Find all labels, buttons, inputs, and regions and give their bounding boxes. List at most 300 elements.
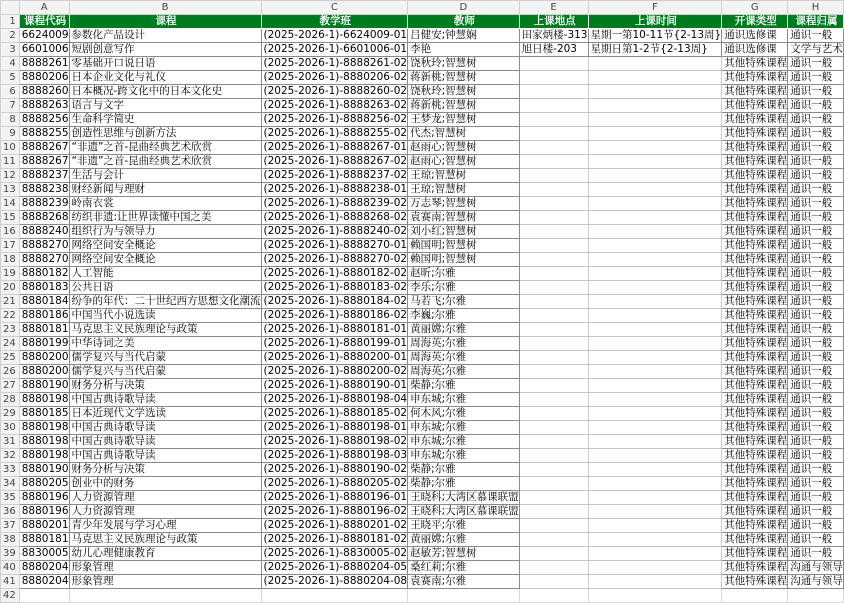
category-cell[interactable]: 通识一般 xyxy=(788,155,844,169)
header-cell-course-code[interactable]: 课程代码 xyxy=(19,15,69,29)
type-cell[interactable]: 其他特殊课程 xyxy=(722,99,788,113)
time-cell[interactable] xyxy=(588,197,722,211)
teacher-cell[interactable]: 赵昕;尔雅 xyxy=(408,267,520,281)
time-cell[interactable] xyxy=(588,337,722,351)
time-cell[interactable] xyxy=(588,141,722,155)
location-cell[interactable] xyxy=(519,211,588,225)
teacher-cell[interactable]: 王晓科;大湾区慕课联盟 xyxy=(408,505,520,519)
time-cell[interactable] xyxy=(588,379,722,393)
time-cell[interactable] xyxy=(588,505,722,519)
category-cell[interactable]: 通识一般 xyxy=(788,29,844,43)
type-cell[interactable]: 其他特殊课程 xyxy=(722,435,788,449)
teacher-cell[interactable]: 饶秋玲;智慧树 xyxy=(408,57,520,71)
course-code-cell[interactable]: 8830005 xyxy=(19,547,69,561)
row-number[interactable]: 29 xyxy=(1,407,20,421)
course-code-cell[interactable]: 8888268 xyxy=(19,211,69,225)
row-number[interactable]: 4 xyxy=(1,57,20,71)
course-code-cell[interactable]: 8880198 xyxy=(19,393,69,407)
teacher-cell[interactable]: 黄丽嫦;尔雅 xyxy=(408,533,520,547)
column-header-g[interactable]: G xyxy=(722,1,788,15)
teacher-cell[interactable]: 蒋新桃;智慧树 xyxy=(408,71,520,85)
teacher-cell[interactable]: 桑红莉;尔雅 xyxy=(408,561,520,575)
time-cell[interactable] xyxy=(588,477,722,491)
location-cell[interactable] xyxy=(519,85,588,99)
class-cell[interactable]: (2025-2026-1)-8880196-01 xyxy=(261,491,408,505)
row-number[interactable]: 25 xyxy=(1,351,20,365)
location-cell[interactable] xyxy=(519,491,588,505)
column-header-b[interactable]: B xyxy=(69,1,261,15)
column-header-d[interactable]: D xyxy=(408,1,520,15)
location-cell[interactable] xyxy=(519,281,588,295)
category-cell[interactable]: 通识一般 xyxy=(788,351,844,365)
class-cell[interactable]: (2025-2026-1)-8880186-02 xyxy=(261,309,408,323)
category-cell[interactable]: 通识一般 xyxy=(788,379,844,393)
teacher-cell[interactable]: 王琼;智慧树 xyxy=(408,169,520,183)
class-cell[interactable]: (2025-2026-1)-8880190-02 xyxy=(261,463,408,477)
type-cell[interactable]: 其他特殊课程 xyxy=(722,575,788,589)
type-cell[interactable]: 其他特殊课程 xyxy=(722,71,788,85)
teacher-cell[interactable]: 申东城;尔雅 xyxy=(408,435,520,449)
class-cell[interactable]: (2025-2026-1)-8880181-02 xyxy=(261,533,408,547)
header-cell-class[interactable]: 教学班 xyxy=(261,15,408,29)
row-number[interactable]: 37 xyxy=(1,519,20,533)
type-cell[interactable]: 其他特殊课程 xyxy=(722,337,788,351)
location-cell[interactable] xyxy=(519,197,588,211)
time-cell[interactable] xyxy=(588,365,722,379)
time-cell[interactable] xyxy=(588,71,722,85)
category-cell[interactable]: 通识一般 xyxy=(788,239,844,253)
location-cell[interactable] xyxy=(519,477,588,491)
header-cell-category[interactable]: 课程归属 xyxy=(788,15,844,29)
time-cell[interactable] xyxy=(588,393,722,407)
type-cell[interactable]: 其他特殊课程 xyxy=(722,225,788,239)
class-cell[interactable]: (2025-2026-1)-8888237-02 xyxy=(261,169,408,183)
course-name-cell[interactable]: 中国古典诗歌导读 xyxy=(69,449,261,463)
teacher-cell[interactable]: 柴静;尔雅 xyxy=(408,379,520,393)
location-cell[interactable] xyxy=(519,351,588,365)
empty-cell[interactable] xyxy=(408,589,520,603)
location-cell[interactable] xyxy=(519,379,588,393)
category-cell[interactable]: 通识一般 xyxy=(788,197,844,211)
class-cell[interactable]: (2025-2026-1)-8888270-02 xyxy=(261,253,408,267)
empty-cell[interactable] xyxy=(69,589,261,603)
row-number[interactable]: 23 xyxy=(1,323,20,337)
course-code-cell[interactable]: 8880198 xyxy=(19,449,69,463)
type-cell[interactable]: 其他特殊课程 xyxy=(722,477,788,491)
time-cell[interactable] xyxy=(588,57,722,71)
course-code-cell[interactable]: 8888239 xyxy=(19,197,69,211)
type-cell[interactable]: 其他特殊课程 xyxy=(722,547,788,561)
course-name-cell[interactable]: 日本企业文化与礼仪 xyxy=(69,71,261,85)
course-name-cell[interactable]: 零基础开口说日语 xyxy=(69,57,261,71)
teacher-cell[interactable]: 赵雨心;智慧树 xyxy=(408,141,520,155)
time-cell[interactable] xyxy=(588,323,722,337)
time-cell[interactable] xyxy=(588,295,722,309)
time-cell[interactable] xyxy=(588,435,722,449)
location-cell[interactable] xyxy=(519,225,588,239)
category-cell[interactable]: 沟通与领导 xyxy=(788,561,844,575)
row-number[interactable]: 6 xyxy=(1,85,20,99)
class-cell[interactable]: (2025-2026-1)-8888239-02 xyxy=(261,197,408,211)
time-cell[interactable] xyxy=(588,113,722,127)
type-cell[interactable]: 其他特殊课程 xyxy=(722,295,788,309)
type-cell[interactable]: 其他特殊课程 xyxy=(722,197,788,211)
category-cell[interactable]: 通识一般 xyxy=(788,127,844,141)
course-code-cell[interactable]: 8880182 xyxy=(19,267,69,281)
course-code-cell[interactable]: 8880199 xyxy=(19,337,69,351)
teacher-cell[interactable]: 赵敏芳;智慧树 xyxy=(408,547,520,561)
course-name-cell[interactable]: 日本近现代文学选读 xyxy=(69,407,261,421)
teacher-cell[interactable]: 赖国明;智慧树 xyxy=(408,239,520,253)
course-name-cell[interactable]: 中国当代小说选读 xyxy=(69,309,261,323)
class-cell[interactable]: (2025-2026-1)-8888267-01 xyxy=(261,141,408,155)
course-code-cell[interactable]: 8880198 xyxy=(19,421,69,435)
category-cell[interactable]: 通识一般 xyxy=(788,337,844,351)
type-cell[interactable]: 其他特殊课程 xyxy=(722,309,788,323)
type-cell[interactable]: 其他特殊课程 xyxy=(722,491,788,505)
type-cell[interactable]: 其他特殊课程 xyxy=(722,127,788,141)
category-cell[interactable]: 通识一般 xyxy=(788,183,844,197)
class-cell[interactable]: (2025-2026-1)-8888240-02 xyxy=(261,225,408,239)
course-code-cell[interactable]: 8888263 xyxy=(19,99,69,113)
row-number[interactable]: 24 xyxy=(1,337,20,351)
class-cell[interactable]: (2025-2026-1)-8880190-01 xyxy=(261,379,408,393)
category-cell[interactable]: 通识一般 xyxy=(788,519,844,533)
course-code-cell[interactable]: 8880183 xyxy=(19,281,69,295)
teacher-cell[interactable]: 申东城;尔雅 xyxy=(408,393,520,407)
class-cell[interactable]: (2025-2026-1)-8888268-02 xyxy=(261,211,408,225)
course-code-cell[interactable]: 8880184 xyxy=(19,295,69,309)
course-name-cell[interactable]: 青少年发展与学习心理 xyxy=(69,519,261,533)
course-name-cell[interactable]: 人工智能 xyxy=(69,267,261,281)
time-cell[interactable]: 星期日第1-2节{2-13周} xyxy=(588,43,722,57)
teacher-cell[interactable]: 李巍;尔雅 xyxy=(408,309,520,323)
category-cell[interactable]: 通识一般 xyxy=(788,71,844,85)
type-cell[interactable]: 其他特殊课程 xyxy=(722,533,788,547)
course-name-cell[interactable]: 财务分析与决策 xyxy=(69,463,261,477)
row-number[interactable]: 30 xyxy=(1,421,20,435)
location-cell[interactable] xyxy=(519,505,588,519)
row-number[interactable]: 14 xyxy=(1,197,20,211)
row-number[interactable]: 2 xyxy=(1,29,20,43)
row-number[interactable]: 31 xyxy=(1,435,20,449)
category-cell[interactable]: 通识一般 xyxy=(788,253,844,267)
course-code-cell[interactable]: 8888267 xyxy=(19,141,69,155)
row-number[interactable]: 7 xyxy=(1,99,20,113)
type-cell[interactable]: 其他特殊课程 xyxy=(722,519,788,533)
course-name-cell[interactable]: 短剧创意写作 xyxy=(69,43,261,57)
time-cell[interactable] xyxy=(588,449,722,463)
category-cell[interactable]: 通识一般 xyxy=(788,449,844,463)
row-number[interactable]: 40 xyxy=(1,561,20,575)
header-cell-course[interactable]: 课程 xyxy=(69,15,261,29)
time-cell[interactable] xyxy=(588,281,722,295)
time-cell[interactable] xyxy=(588,253,722,267)
class-cell[interactable]: (2025-2026-1)-8880196-02 xyxy=(261,505,408,519)
type-cell[interactable]: 其他特殊课程 xyxy=(722,113,788,127)
course-name-cell[interactable]: 形象管理 xyxy=(69,575,261,589)
location-cell[interactable] xyxy=(519,113,588,127)
course-name-cell[interactable]: 人力资源管理 xyxy=(69,491,261,505)
teacher-cell[interactable]: 李艳 xyxy=(408,43,520,57)
row-number[interactable]: 39 xyxy=(1,547,20,561)
teacher-cell[interactable]: 李乐;尔雅 xyxy=(408,281,520,295)
category-cell[interactable]: 通识一般 xyxy=(788,421,844,435)
row-number[interactable]: 19 xyxy=(1,267,20,281)
type-cell[interactable]: 其他特殊课程 xyxy=(722,407,788,421)
location-cell[interactable] xyxy=(519,519,588,533)
category-cell[interactable]: 通识一般 xyxy=(788,477,844,491)
type-cell[interactable]: 其他特殊课程 xyxy=(722,239,788,253)
row-number[interactable]: 28 xyxy=(1,393,20,407)
class-cell[interactable]: (2025-2026-1)-8888267-02 xyxy=(261,155,408,169)
course-code-cell[interactable]: 8888256 xyxy=(19,113,69,127)
course-name-cell[interactable]: 马克思主义民族理论与政策 xyxy=(69,323,261,337)
course-name-cell[interactable]: 儒学复兴与当代启蒙 xyxy=(69,351,261,365)
course-code-cell[interactable]: 8880206 xyxy=(19,71,69,85)
course-code-cell[interactable]: 8888255 xyxy=(19,127,69,141)
type-cell[interactable]: 其他特殊课程 xyxy=(722,365,788,379)
row-number[interactable]: 11 xyxy=(1,155,20,169)
class-cell[interactable]: (2025-2026-1)-8888270-01 xyxy=(261,239,408,253)
course-code-cell[interactable]: 8880198 xyxy=(19,435,69,449)
empty-cell[interactable] xyxy=(261,589,408,603)
type-cell[interactable]: 其他特殊课程 xyxy=(722,421,788,435)
empty-cell[interactable] xyxy=(19,589,69,603)
type-cell[interactable]: 其他特殊课程 xyxy=(722,85,788,99)
category-cell[interactable]: 通识一般 xyxy=(788,491,844,505)
category-cell[interactable]: 通识一般 xyxy=(788,323,844,337)
location-cell[interactable] xyxy=(519,127,588,141)
teacher-cell[interactable]: 周海英;尔雅 xyxy=(408,351,520,365)
type-cell[interactable]: 通识选修课 xyxy=(722,29,788,43)
column-header-h[interactable]: H xyxy=(788,1,844,15)
time-cell[interactable] xyxy=(588,421,722,435)
teacher-cell[interactable]: 何木风;尔雅 xyxy=(408,407,520,421)
type-cell[interactable]: 其他特殊课程 xyxy=(722,281,788,295)
type-cell[interactable]: 其他特殊课程 xyxy=(722,267,788,281)
class-cell[interactable]: (2025-2026-1)-8880204-08 xyxy=(261,575,408,589)
header-cell-type[interactable]: 开课类型 xyxy=(722,15,788,29)
category-cell[interactable]: 通识一般 xyxy=(788,505,844,519)
time-cell[interactable] xyxy=(588,351,722,365)
column-header-e[interactable]: E xyxy=(519,1,588,15)
class-cell[interactable]: (2025-2026-1)-6624009-01 xyxy=(261,29,408,43)
location-cell[interactable] xyxy=(519,435,588,449)
course-name-cell[interactable]: 生活与会计 xyxy=(69,169,261,183)
teacher-cell[interactable]: 申东城;尔雅 xyxy=(408,421,520,435)
teacher-cell[interactable]: 袁赛南;智慧树 xyxy=(408,211,520,225)
course-name-cell[interactable]: 日本概况-跨文化中的日本文化史 xyxy=(69,85,261,99)
category-cell[interactable]: 通识一般 xyxy=(788,85,844,99)
location-cell[interactable] xyxy=(519,99,588,113)
type-cell[interactable]: 其他特殊课程 xyxy=(722,253,788,267)
teacher-cell[interactable]: 申东城;尔雅 xyxy=(408,449,520,463)
time-cell[interactable] xyxy=(588,155,722,169)
class-cell[interactable]: (2025-2026-1)-8888256-02 xyxy=(261,113,408,127)
row-number[interactable]: 9 xyxy=(1,127,20,141)
class-cell[interactable]: (2025-2026-1)-8880183-02 xyxy=(261,281,408,295)
time-cell[interactable] xyxy=(588,267,722,281)
course-code-cell[interactable]: 8880205 xyxy=(19,477,69,491)
category-cell[interactable]: 通识一般 xyxy=(788,57,844,71)
row-number[interactable]: 20 xyxy=(1,281,20,295)
course-code-cell[interactable]: 6601006 xyxy=(19,43,69,57)
location-cell[interactable] xyxy=(519,253,588,267)
teacher-cell[interactable]: 赖国明;智慧树 xyxy=(408,253,520,267)
course-name-cell[interactable]: 参数化产品设计 xyxy=(69,29,261,43)
course-code-cell[interactable]: 8880190 xyxy=(19,379,69,393)
course-code-cell[interactable]: 6624009 xyxy=(19,29,69,43)
time-cell[interactable] xyxy=(588,407,722,421)
course-code-cell[interactable]: 8880186 xyxy=(19,309,69,323)
row-number[interactable]: 21 xyxy=(1,295,20,309)
type-cell[interactable]: 其他特殊课程 xyxy=(722,211,788,225)
location-cell[interactable] xyxy=(519,547,588,561)
type-cell[interactable]: 其他特殊课程 xyxy=(722,463,788,477)
header-cell-time[interactable]: 上课时间 xyxy=(588,15,722,29)
time-cell[interactable] xyxy=(588,99,722,113)
type-cell[interactable]: 其他特殊课程 xyxy=(722,57,788,71)
teacher-cell[interactable]: 柴静;尔雅 xyxy=(408,463,520,477)
course-code-cell[interactable]: 8880196 xyxy=(19,491,69,505)
location-cell[interactable] xyxy=(519,421,588,435)
location-cell[interactable] xyxy=(519,561,588,575)
course-name-cell[interactable]: 财经新闻与理财 xyxy=(69,183,261,197)
class-cell[interactable]: (2025-2026-1)-8888238-01 xyxy=(261,183,408,197)
course-name-cell[interactable]: 网络空间安全概论 xyxy=(69,239,261,253)
class-cell[interactable]: (2025-2026-1)-8880200-02 xyxy=(261,365,408,379)
location-cell[interactable] xyxy=(519,533,588,547)
course-name-cell[interactable]: 中华诗词之美 xyxy=(69,337,261,351)
course-code-cell[interactable]: 8888260 xyxy=(19,85,69,99)
class-cell[interactable]: (2025-2026-1)-8880185-02 xyxy=(261,407,408,421)
category-cell[interactable]: 文学与艺术 xyxy=(788,43,844,57)
course-code-cell[interactable]: 8880204 xyxy=(19,561,69,575)
course-code-cell[interactable]: 8888267 xyxy=(19,155,69,169)
time-cell[interactable] xyxy=(588,309,722,323)
empty-cell[interactable] xyxy=(519,589,588,603)
class-cell[interactable]: (2025-2026-1)-8880181-01 xyxy=(261,323,408,337)
course-code-cell[interactable]: 8888261 xyxy=(19,57,69,71)
row-number[interactable]: 34 xyxy=(1,477,20,491)
category-cell[interactable]: 通识一般 xyxy=(788,99,844,113)
location-cell[interactable] xyxy=(519,239,588,253)
time-cell[interactable] xyxy=(588,575,722,589)
course-name-cell[interactable]: 儒学复兴与当代启蒙 xyxy=(69,365,261,379)
teacher-cell[interactable]: 赵雨心;智慧树 xyxy=(408,155,520,169)
time-cell[interactable]: 星期一第10-11节{2-13周} xyxy=(588,29,722,43)
empty-cell[interactable] xyxy=(722,589,788,603)
course-name-cell[interactable]: “非遗”之首-昆曲经典艺术欣赏 xyxy=(69,141,261,155)
location-cell[interactable]: 田家炳楼-313 xyxy=(519,29,588,43)
course-name-cell[interactable]: 幼儿心理健康教育 xyxy=(69,547,261,561)
location-cell[interactable] xyxy=(519,407,588,421)
teacher-cell[interactable]: 柴静;尔雅 xyxy=(408,477,520,491)
teacher-cell[interactable]: 马若飞;尔雅 xyxy=(408,295,520,309)
row-number[interactable]: 12 xyxy=(1,169,20,183)
type-cell[interactable]: 其他特殊课程 xyxy=(722,323,788,337)
class-cell[interactable]: (2025-2026-1)-8880199-01 xyxy=(261,337,408,351)
class-cell[interactable]: (2025-2026-1)-8888261-02 xyxy=(261,57,408,71)
class-cell[interactable]: (2025-2026-1)-8888255-02 xyxy=(261,127,408,141)
location-cell[interactable] xyxy=(519,267,588,281)
course-name-cell[interactable]: 马克思主义民族理论与政策 xyxy=(69,533,261,547)
course-name-cell[interactable]: 公共日语 xyxy=(69,281,261,295)
teacher-cell[interactable]: 饶秋玲;智慧树 xyxy=(408,85,520,99)
location-cell[interactable] xyxy=(519,57,588,71)
teacher-cell[interactable]: 代杰;智慧树 xyxy=(408,127,520,141)
course-code-cell[interactable]: 8888270 xyxy=(19,253,69,267)
teacher-cell[interactable]: 王晓科;大湾区慕课联盟 xyxy=(408,491,520,505)
time-cell[interactable] xyxy=(588,239,722,253)
class-cell[interactable]: (2025-2026-1)-8888260-02 xyxy=(261,85,408,99)
class-cell[interactable]: (2025-2026-1)-8880206-02 xyxy=(261,71,408,85)
row-number[interactable]: 15 xyxy=(1,211,20,225)
row-number[interactable]: 8 xyxy=(1,113,20,127)
category-cell[interactable]: 通识一般 xyxy=(788,169,844,183)
empty-cell[interactable] xyxy=(588,589,722,603)
type-cell[interactable]: 其他特殊课程 xyxy=(722,141,788,155)
category-cell[interactable]: 通识一般 xyxy=(788,547,844,561)
row-number[interactable]: 10 xyxy=(1,141,20,155)
class-cell[interactable]: (2025-2026-1)-6601006-01 xyxy=(261,43,408,57)
row-number[interactable]: 3 xyxy=(1,43,20,57)
type-cell[interactable]: 其他特殊课程 xyxy=(722,379,788,393)
location-cell[interactable] xyxy=(519,183,588,197)
row-number[interactable]: 32 xyxy=(1,449,20,463)
row-number[interactable]: 13 xyxy=(1,183,20,197)
time-cell[interactable] xyxy=(588,211,722,225)
row-number[interactable]: 35 xyxy=(1,491,20,505)
category-cell[interactable]: 通识一般 xyxy=(788,295,844,309)
row-number[interactable]: 17 xyxy=(1,239,20,253)
course-code-cell[interactable]: 8880181 xyxy=(19,533,69,547)
category-cell[interactable]: 通识一般 xyxy=(788,393,844,407)
course-name-cell[interactable]: 形象管理 xyxy=(69,561,261,575)
class-cell[interactable]: (2025-2026-1)-8830005-02 xyxy=(261,547,408,561)
location-cell[interactable] xyxy=(519,365,588,379)
location-cell[interactable] xyxy=(519,337,588,351)
type-cell[interactable]: 其他特殊课程 xyxy=(722,351,788,365)
location-cell[interactable] xyxy=(519,393,588,407)
category-cell[interactable]: 通识一般 xyxy=(788,309,844,323)
class-cell[interactable]: (2025-2026-1)-8880182-02 xyxy=(261,267,408,281)
teacher-cell[interactable]: 王琼;智慧树 xyxy=(408,183,520,197)
category-cell[interactable]: 通识一般 xyxy=(788,211,844,225)
time-cell[interactable] xyxy=(588,85,722,99)
class-cell[interactable]: (2025-2026-1)-8888263-02 xyxy=(261,99,408,113)
course-name-cell[interactable]: 财务分析与决策 xyxy=(69,379,261,393)
course-code-cell[interactable]: 8880204 xyxy=(19,575,69,589)
class-cell[interactable]: (2025-2026-1)-8880198-03 xyxy=(261,449,408,463)
category-cell[interactable]: 通识一般 xyxy=(788,407,844,421)
location-cell[interactable] xyxy=(519,449,588,463)
column-header-a[interactable]: A xyxy=(19,1,69,15)
category-cell[interactable]: 通识一般 xyxy=(788,365,844,379)
location-cell[interactable] xyxy=(519,141,588,155)
class-cell[interactable]: (2025-2026-1)-8880204-05 xyxy=(261,561,408,575)
time-cell[interactable] xyxy=(588,491,722,505)
class-cell[interactable]: (2025-2026-1)-8880198-02 xyxy=(261,435,408,449)
row-number[interactable]: 38 xyxy=(1,533,20,547)
time-cell[interactable] xyxy=(588,561,722,575)
category-cell[interactable]: 通识一般 xyxy=(788,281,844,295)
course-code-cell[interactable]: 8880190 xyxy=(19,463,69,477)
class-cell[interactable]: (2025-2026-1)-8880201-02 xyxy=(261,519,408,533)
class-cell[interactable]: (2025-2026-1)-8880198-04 xyxy=(261,393,408,407)
time-cell[interactable] xyxy=(588,519,722,533)
